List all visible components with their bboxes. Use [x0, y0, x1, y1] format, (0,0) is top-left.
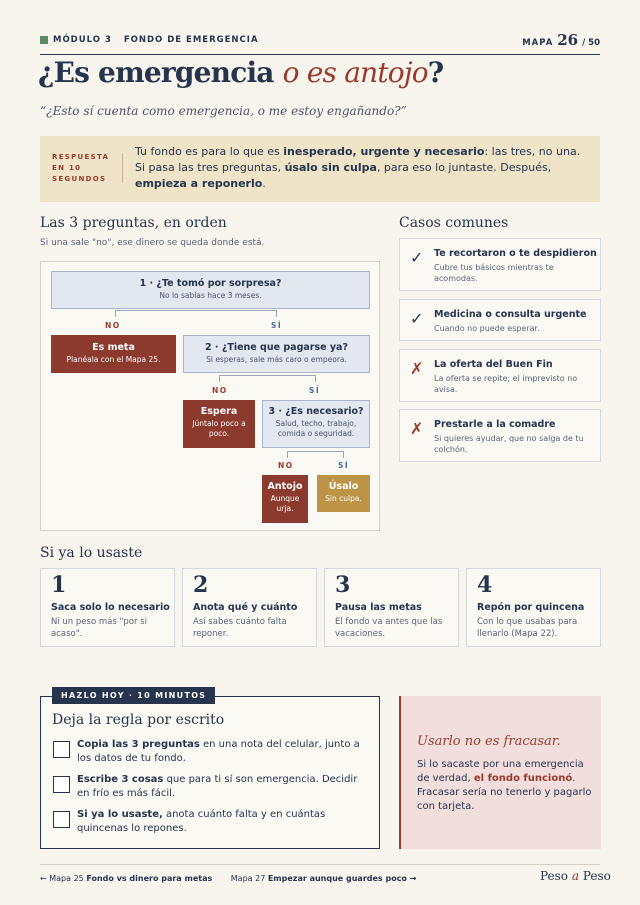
check-icon: ✓ [410, 309, 424, 328]
module-number: MÓDULO 3 [53, 35, 112, 45]
answer-text [135, 144, 590, 192]
step-sub: Así sabes cuánto falta reponer. [193, 617, 287, 639]
title-emphasis: o es antojo [282, 56, 428, 89]
connector [287, 451, 344, 452]
case-sub: La oferta se repite; el imprevisto no avisa. [434, 374, 578, 394]
case-title: Te recortaron o te despidieron [434, 248, 597, 259]
page-title [38, 56, 443, 89]
action-text: anota cuánto falta y en cuántas quincenas lo repones. [77, 809, 326, 834]
cross-icon: ✗ [410, 359, 424, 378]
step-card [466, 568, 601, 647]
answer-divider [122, 153, 123, 183]
connector [287, 451, 288, 458]
next-map-num: Mapa 27 [230, 874, 266, 883]
action-bold: Copia las 3 preguntas [77, 739, 200, 750]
answer-b3: empieza a reponerlo [135, 177, 263, 190]
prev-map-title: Fondo vs dinero para metas [86, 874, 213, 883]
connector [219, 375, 316, 376]
step-number: 2 [193, 572, 209, 598]
callout-bold: el fondo funcionó [473, 773, 573, 784]
case-sub: Cuando no puede esperar. [434, 324, 540, 333]
case-title: Prestarle a la comadre [434, 419, 556, 430]
brand-logo [540, 869, 611, 883]
step-number: 3 [335, 572, 351, 598]
step-number: 4 [477, 572, 493, 598]
step-sub: Con lo que usabas para llenarlo (Mapa 22). [477, 617, 578, 639]
question-1-title: 1 · ¿Te tomó por sorpresa? [139, 278, 282, 289]
action-title: Deja la regla por escrito [52, 712, 225, 728]
action-bold: Escribe 3 cosas [77, 774, 164, 785]
case-item [399, 349, 601, 402]
action-bold: Si ya lo usaste, [77, 809, 163, 820]
action-item [77, 808, 372, 836]
cases-heading: Casos comunes [399, 215, 509, 231]
action-text: en una nota del celular, junto a los datos de tu fondo. [77, 739, 360, 764]
next-map-link[interactable] [231, 874, 417, 883]
question-1 [51, 271, 370, 309]
answer-p3: , para eso lo juntaste. Después, [376, 161, 552, 174]
step-card [182, 568, 317, 647]
outcome-meta [51, 335, 176, 373]
checkbox[interactable] [53, 811, 70, 828]
outcome-meta-title: Es meta [92, 342, 135, 353]
module-square-icon [40, 36, 48, 44]
connector [343, 451, 344, 458]
module-label [53, 35, 267, 45]
flow-subheading: Si una sale "no", ese dinero se queda donde está. [40, 238, 265, 248]
callout-p1: Si lo sacaste por una emergencia de verdad, [417, 759, 584, 784]
next-map-title: Empezar aunque guardes poco → [267, 874, 417, 883]
question-3-title: 3 · ¿Es necesario? [268, 406, 364, 417]
flowchart [40, 261, 380, 531]
footer-divider [40, 864, 600, 865]
connector [115, 310, 277, 311]
outcome-antojo-sub: Aunque urja. [270, 494, 300, 513]
step-title: Anota qué y cuánto [193, 602, 298, 613]
brand-b: Peso [579, 869, 611, 883]
step-number: 1 [51, 572, 67, 598]
question-2 [183, 335, 370, 373]
outcome-antojo [262, 475, 308, 523]
outcome-antojo-title: Antojo [267, 481, 303, 492]
step-title: Repón por quincena [477, 602, 585, 613]
connector [315, 375, 316, 382]
step-card [40, 568, 175, 647]
case-item [399, 409, 601, 462]
outcome-espera [183, 400, 255, 448]
prev-map-num: ← Mapa 25 [40, 874, 84, 883]
case-sub: Si quieres ayudar, que no salga de tu colchón. [434, 434, 584, 454]
outcome-usalo-title: Úsalo [328, 481, 359, 492]
question-2-sub: Si esperas, sale más caro o empeora. [206, 355, 347, 364]
connector [276, 310, 277, 317]
map-counter [522, 31, 600, 49]
module-topic: FONDO DE EMERGENCIA [123, 35, 259, 45]
callout-p2: . Fracasar sería no tenerlo y pagarlo con tarjeta. [417, 773, 592, 812]
answer-b1: inesperado, urgente y necesario [283, 145, 485, 158]
branch-si-label: SÍ [309, 386, 321, 395]
action-item [77, 773, 372, 801]
title-post: ? [427, 56, 444, 89]
page-subtitle: “¿Esto sí cuenta como emergencia, o me estoy engañando?” [40, 104, 407, 118]
page-header [40, 31, 600, 55]
title-pre: ¿Es emergencia [38, 56, 283, 89]
branch-no-label: NO [212, 386, 228, 395]
question-3 [262, 400, 370, 448]
answer-b2: úsalo sin culpa [284, 161, 377, 174]
question-3-sub: Salud, techo, trabajo, comida o seguridad. [275, 419, 357, 438]
outcome-usalo [317, 475, 370, 512]
answer-p4: . [262, 177, 266, 190]
cross-icon: ✗ [410, 419, 424, 438]
case-sub: Cubre tus básicos mientras te acomodas. [434, 263, 554, 283]
check-icon: ✓ [410, 248, 424, 267]
case-item [399, 238, 601, 291]
brand-a: Peso [540, 869, 572, 883]
footer-nav [40, 874, 416, 883]
connector [219, 375, 220, 382]
callout-body [417, 758, 593, 814]
answer-box [40, 136, 600, 202]
callout-box [399, 696, 601, 849]
map-total: / 50 [582, 38, 600, 48]
prev-map-link[interactable] [40, 874, 212, 883]
checkbox[interactable] [53, 741, 70, 758]
flow-heading: Las 3 preguntas, en orden [40, 215, 227, 231]
action-text: que para ti sí son emergencia. Decidir en frío es más fácil. [77, 774, 358, 799]
connector [115, 310, 116, 317]
question-1-sub: No lo sabías hace 3 meses. [159, 291, 262, 300]
outcome-usalo-sub: Sin culpa. [325, 494, 362, 503]
branch-no-label: NO [105, 321, 121, 330]
case-title: La oferta del Buen Fin [434, 359, 553, 370]
case-item [399, 299, 601, 341]
step-sub: El fondo va antes que las vacaciones. [335, 617, 443, 639]
question-2-title: 2 · ¿Tiene que pagarse ya? [205, 342, 348, 353]
action-tag: HAZLO HOY · 10 MINUTOS [52, 687, 215, 704]
answer-label: RESPUESTA EN 10 SEGUNDOS [52, 153, 110, 183]
callout-title: Usarlo no es fracasar. [417, 734, 561, 749]
answer-p1: Tu fondo es para lo que es [135, 145, 284, 158]
step-card [324, 568, 459, 647]
step-title: Pausa las metas [335, 602, 422, 613]
outcome-espera-title: Espera [200, 406, 238, 417]
step-sub: Ni un peso más "por si acaso". [51, 617, 147, 639]
brand-em: a [571, 869, 579, 883]
outcome-meta-sub: Planéala con el Mapa 25. [66, 355, 161, 364]
used-heading: Si ya lo usaste [40, 545, 143, 561]
action-item [77, 738, 372, 766]
map-number: 26 [557, 31, 579, 49]
step-title: Saca solo lo necesario [51, 602, 170, 613]
checkbox[interactable] [53, 776, 70, 793]
map-label: MAPA [522, 38, 554, 48]
branch-si-label: SÍ [271, 321, 283, 330]
branch-si-label: SÍ [338, 461, 350, 470]
outcome-espera-sub: Júntalo poco a poco. [192, 419, 246, 438]
case-title: Medicina o consulta urgente [434, 309, 587, 320]
answer-p2: : las tres, no una. Si pasa las tres preguntas, [135, 145, 581, 174]
branch-no-label: NO [278, 461, 294, 470]
